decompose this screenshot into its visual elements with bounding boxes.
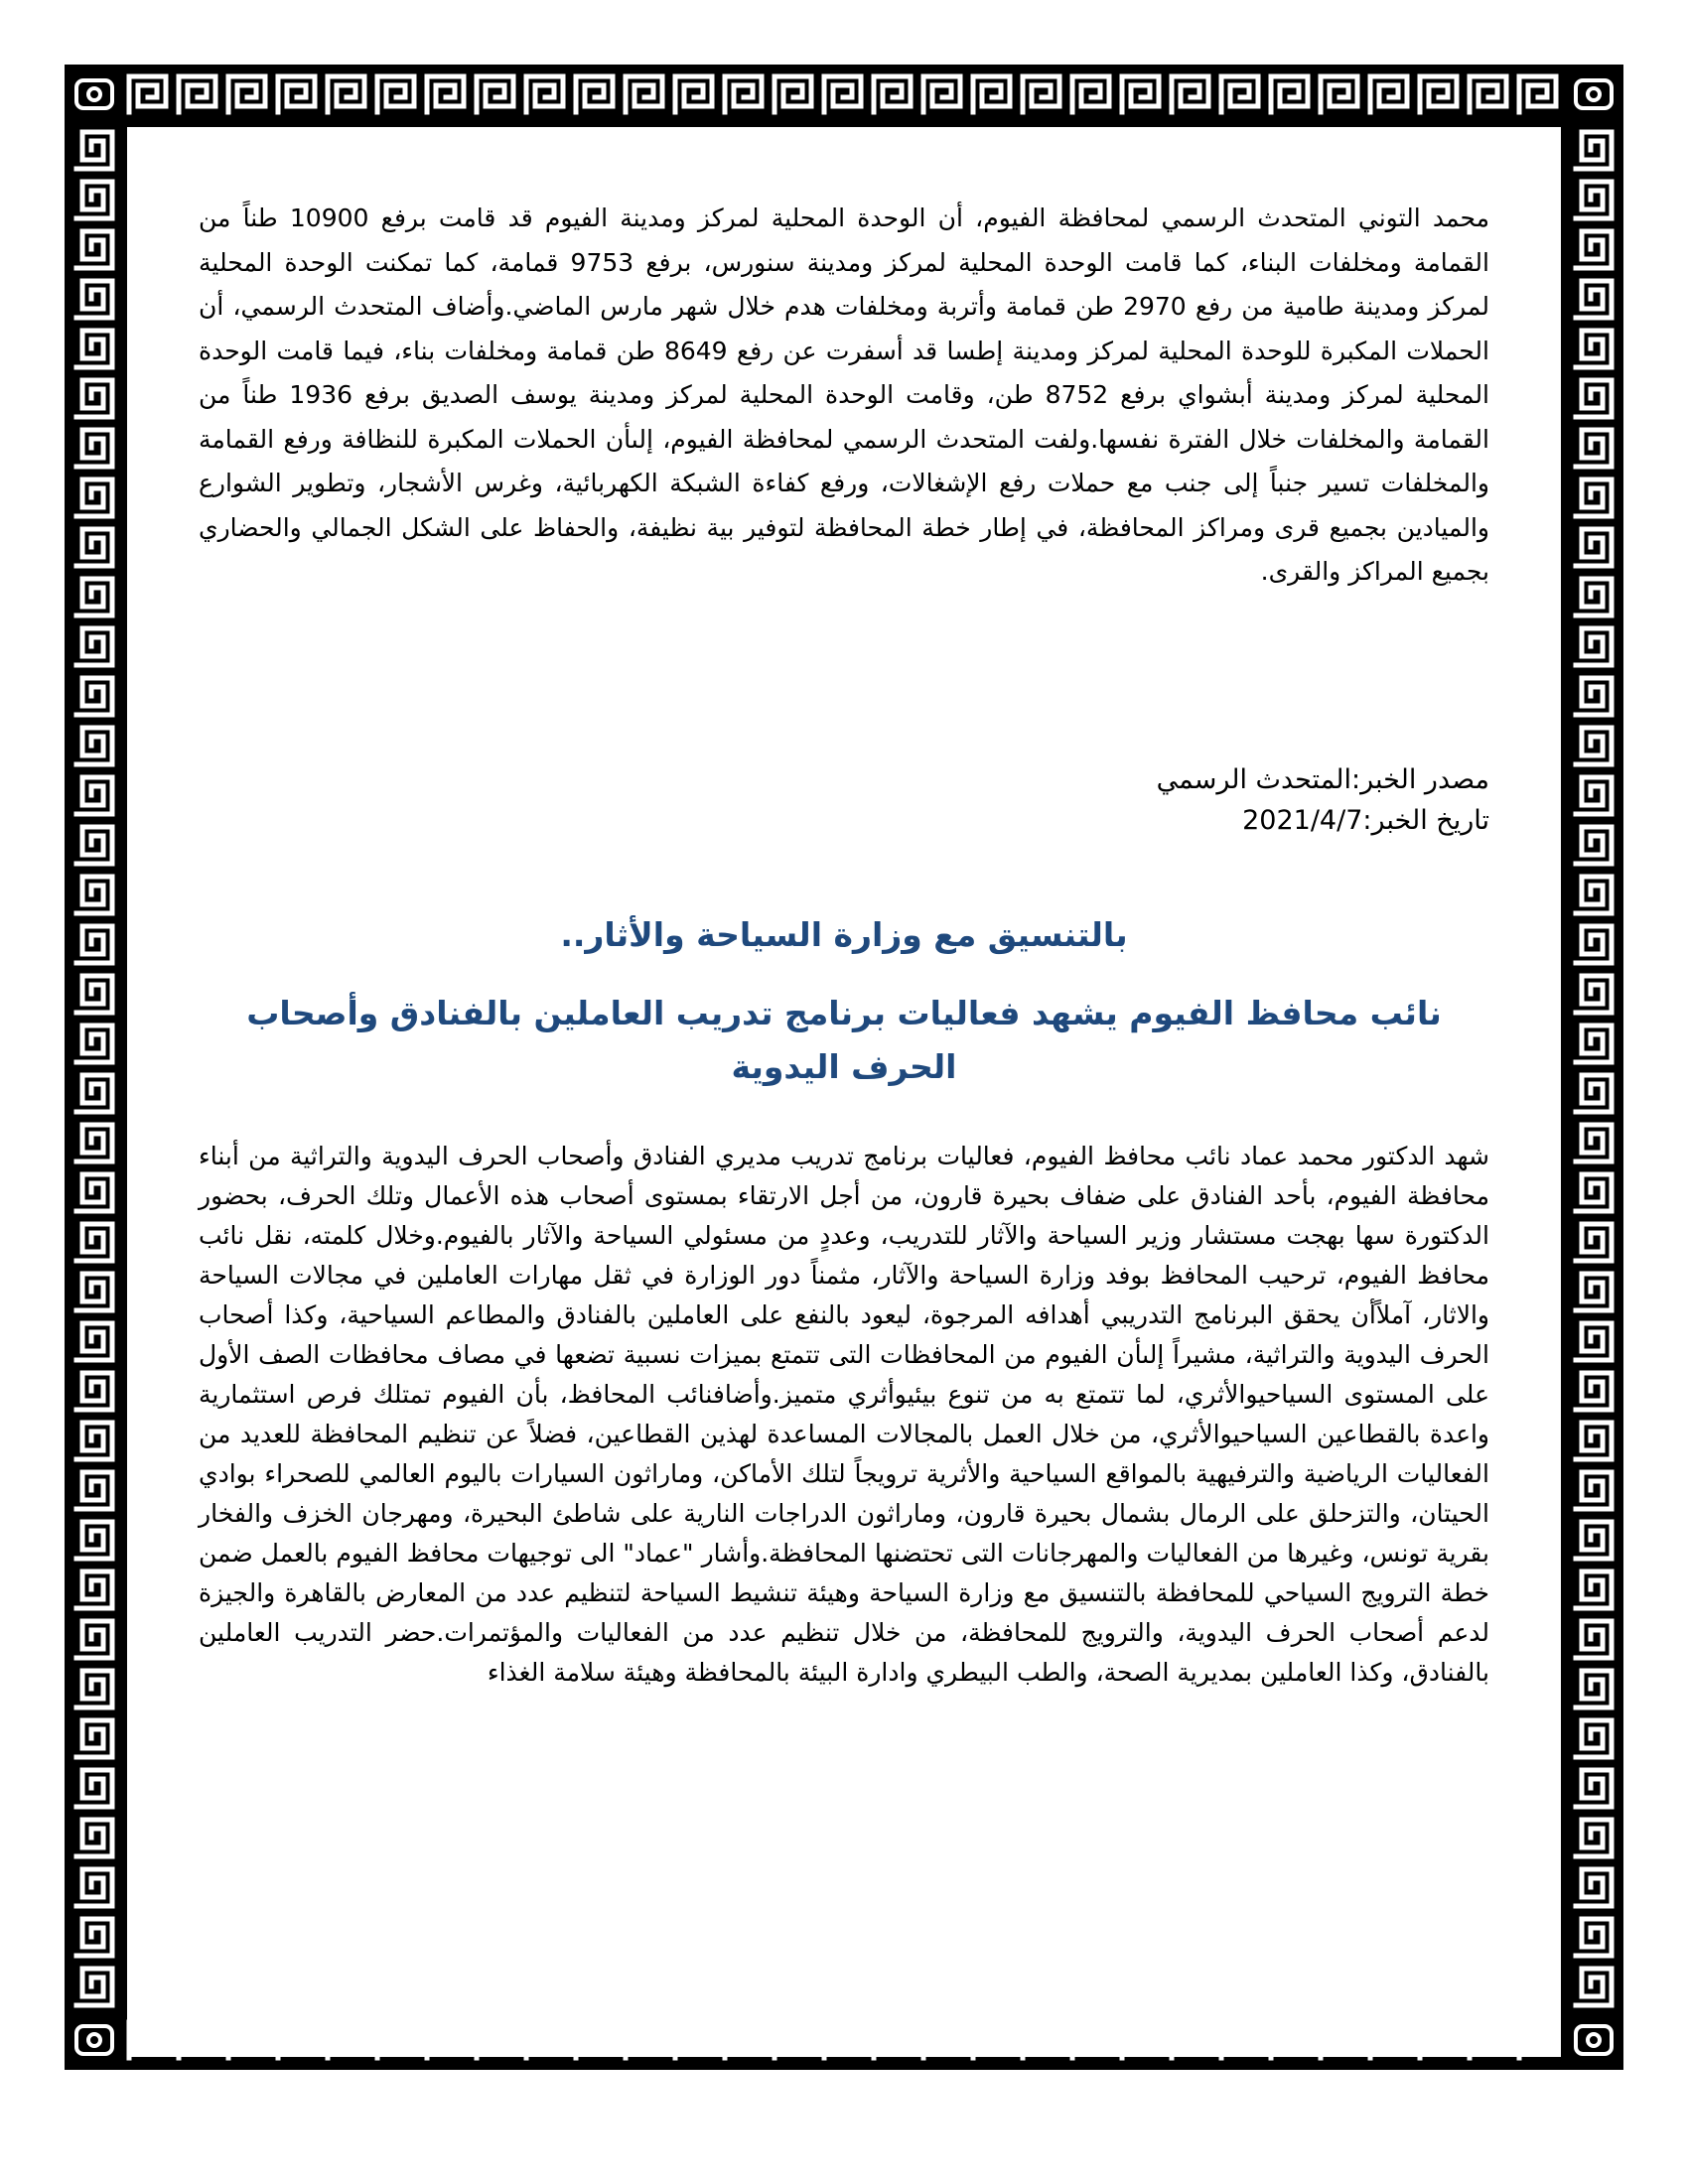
news-article-tourism-training bbox=[199, 1137, 1489, 1693]
news-article-cleaning-campaigns bbox=[199, 197, 1489, 595]
news-meta bbox=[199, 764, 1489, 846]
border-right-meander bbox=[1570, 124, 1618, 2010]
news-headline bbox=[199, 908, 1489, 1094]
corner-ornament-bottom-left bbox=[70, 2016, 118, 2064]
headline-title: نائب محافظ الفيوم يشهد فعاليات برنامج تدريب العاملين بالفنادق وأصحاب الحرف اليدوية bbox=[246, 994, 1442, 1086]
article-paragraph: محمد التوني المتحدث الرسمي لمحافظة الفيوم، أن الوحدة المحلية لمركز ومدينة الفيوم قد قامت برفع 10900 طناً من القمامة ومخلفات البناء، كما قامت الوحدة المحلية لمركز ومدينة سنورس، برفع 9753 قمامة، كما تمكنت الوحدة المحلية لمركز ومدينة طامية من رفع 2970 طن قمامة وأتربة ومخلفات هدم خلال شهر مارس الماضي.وأضاف المتحدث الرسمي، أن الحملات المكبرة للوحدة المحلية لمركز ومدينة إطسا قد أسفرت عن رفع 8649 طن قمامة ومخلفات بناء، فيما قامت الوحدة المحلية لمركز ومدينة أبشواي برفع 8752 طن، وقامت الوحدة المحلية لمركز ومدينة يوسف الصديق برفع 1936 طناً من القمامة والمخلفات خلال الفترة نفسها.ولفت المتحدث الرسمي لمحافظة الفيوم، إلىأن الحملات المكبرة للنظافة ورفع القمامة والمخلفات تسير جنباً إلى جنب مع حملات رفع الإشغالات، ورفع كفاءة الشبكة الكهربائية، وغرس الأشجار، وتطوير الشوارع والميادين بجميع قرى ومراكز المحافظة، في إطار خطة المحافظة لتوفير بية نظيفة، والحفاظ على الشكل الجمالي والحضاري بجميع المراكز والقرى. bbox=[199, 204, 1490, 586]
news-source: مصدر الخبر:المتحدث الرسمي bbox=[1156, 764, 1489, 795]
corner-ornament-bottom-right bbox=[1570, 2016, 1618, 2064]
border-left-meander bbox=[70, 124, 118, 2010]
corner-ornament-top-left bbox=[70, 70, 118, 118]
article-paragraph: شهد الدكتور محمد عماد نائب محافظ الفيوم، فعاليات برنامج تدريب مديري الفنادق وأصحاب الحرف اليدوية والتراثية من أبناء محافظة الفيوم، بأحد الفنادق على ضفاف بحيرة قارون، من أجل الارتقاء بمستوى أصحاب هذه الأعمال وتلك الحرف، بحضور الدكتورة سها بهجت مستشار وزير السياحة والآثار للتدريب، وعددٍ من مسئولي السياحة والآثار بالفيوم.وخلال كلمته، نقل نائب محافظ الفيوم، ترحيب المحافظ بوفد وزارة السياحة والآثار، مثمناً دور الوزارة في ثقل مهارات العاملين في مجالات السياحة والاثار، آملاًأن يحقق البرنامج التدريبي أهدافه المرجوة، ليعود بالنفع على العاملين بالفنادق والمطاعم السياحية، وكذا أصحاب الحرف اليدوية والتراثية، مشيراً إلىأن الفيوم من المحافظات التى تتمتع بميزات نسبية تضعها في مصاف محافظات الصف الأول على المستوى السياحيوالأثري، لما تتمتع به من تنوع بيئيوأثري متميز.وأضافنائب المحافظ، بأن الفيوم تمتلك فرص استثمارية واعدة بالقطاعين السياحيوالأثري، من خلال العمل بالمجالات المساعدة لهذين القطاعين، فضلاً عن تنظيم المحافظة للعديد من الفعاليات الرياضية والترفيهية بالمواقع السياحية والأثرية ترويجاً لتلك الأماكن، وماراثون السيارات باليوم العالمي للصحراء بوادي الحيتان، والتزحلق على الرمال بشمال بحيرة قارون، وماراثون الدراجات النارية على شاطئ البحيرة، ومهرجان الخزف والفخار بقرية تونس، وغيرها من الفعاليات والمهرجانات التى تحتضنها المحافظة.وأشار "عماد" الى توجيهات محافظ الفيوم بالعمل ضمن خطة الترويج السياحي للمحافظة بالتنسيق مع وزارة السياحة وهيئة تنشيط السياحة لتنظيم عدد من المعارض بالقاهرة والجيزة لدعم أصحاب الحرف اليدوية، والترويج للمحافظة، من خلال تنظيم عدد من الفعاليات والمؤتمرات.حضر التدريب العاملين بالفنادق، وكذا العاملين بمديرية الصحة، والطب البيطري وادارة البيئة بالمحافظة وهيئة سلامة الغذاء bbox=[199, 1142, 1489, 1687]
border-top-meander bbox=[124, 70, 1564, 118]
news-date: تاريخ الخبر:2021/4/7 bbox=[1242, 805, 1489, 836]
corner-ornament-top-right bbox=[1570, 70, 1618, 118]
headline-kicker: بالتنسيق مع وزارة السياحة والأثار.. bbox=[560, 915, 1128, 954]
